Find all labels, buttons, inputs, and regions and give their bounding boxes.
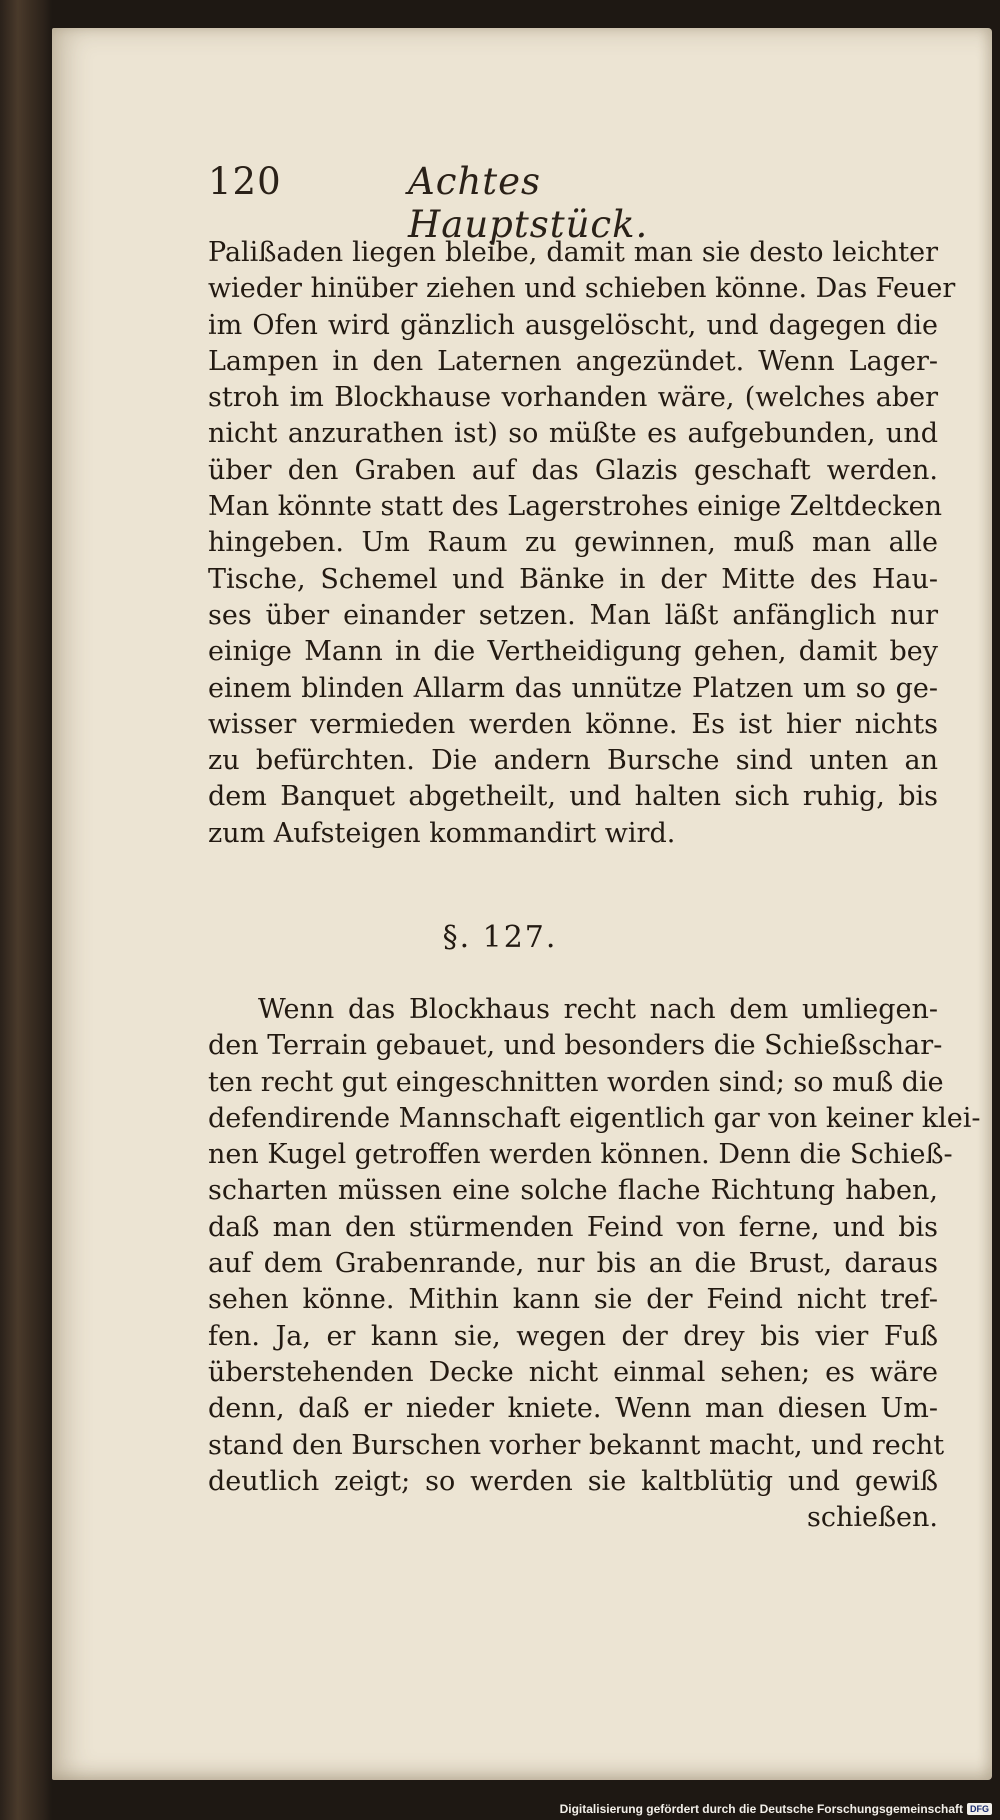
text-line: dem Banquet abgetheilt, und halten sich ruhig, bis: [208, 781, 938, 813]
text-line: nen Kugel getroffen werden können. Denn die Schieß-: [208, 1139, 953, 1171]
paragraph-1: [208, 235, 956, 852]
text-line: über den Graben auf das Glazis geschaft werden.: [208, 454, 938, 486]
text-line: hingeben. Um Raum zu gewinnen, muß man alle: [208, 527, 938, 559]
text-line: im Ofen wird gänzlich ausgelöscht, und dagegen die: [208, 309, 938, 341]
text-line: stroh im Blockhause vorhanden wäre, (welches aber: [208, 382, 938, 414]
text-line: zum Aufsteigen kommandirt wird.: [208, 817, 676, 849]
running-title: Achtes Hauptstück.: [408, 160, 649, 246]
section-heading: §. 127.: [442, 920, 558, 955]
paragraph-2: [208, 992, 981, 1536]
text-line: wieder hinüber ziehen und schieben könne. Das Feuer: [208, 273, 956, 305]
digitization-credit: [560, 1802, 992, 1816]
dfg-logo-icon: DFG: [967, 1803, 992, 1815]
text-line: Wenn das Blockhaus recht nach dem umliegen-: [258, 994, 938, 1025]
text-line: Man könnte statt des Lagerstrohes einige Zeltdecken: [208, 491, 942, 523]
text-line: denn, daß er nieder kniete. Wenn man diesen Um-: [208, 1393, 938, 1425]
text-line: Tische, Schemel und Bänke in der Mitte des Hau-: [208, 563, 938, 595]
text-line: deutlich zeigt; so werden sie kaltblütig und gewiß: [208, 1465, 938, 1497]
text-line: ses über einander setzen. Man läßt anfänglich nur: [208, 599, 938, 631]
text-line: den Terrain gebauet, und besonders die Schießschar-: [208, 1030, 943, 1062]
text-line: defendirende Mannschaft eigentlich gar von keiner klei-: [208, 1102, 981, 1134]
text-line: einige Mann in die Vertheidigung gehen, damit bey: [208, 636, 938, 668]
text-line: auf dem Grabenrande, nur bis an die Brust, daraus: [208, 1248, 938, 1280]
text-line: zu befürchten. Die andern Bursche sind unten an: [208, 745, 938, 777]
page-header: [208, 160, 768, 246]
text-line: Palißaden liegen bleibe, damit man sie desto leichter: [208, 237, 938, 268]
text-line: daß man den stürmenden Feind von ferne, und bis: [208, 1211, 938, 1243]
page-number: 120: [208, 160, 282, 203]
text-line: schießen.: [807, 1502, 938, 1534]
text-line: scharten müssen eine solche flache Richtung haben,: [208, 1175, 938, 1207]
text-line: stand den Burschen vorher bekannt macht, und recht: [208, 1429, 945, 1461]
text-line: ten recht gut eingeschnitten worden sind; so muß die: [208, 1066, 944, 1098]
text-line: fen. Ja, er kann sie, wegen der drey bis vier Fuß: [208, 1320, 938, 1352]
text-line: wisser vermieden werden könne. Es ist hier nichts: [208, 708, 938, 740]
text-line: einem blinden Allarm das unnütze Platzen um so ge-: [208, 672, 938, 704]
text-line: überstehenden Decke nicht einmal sehen; es wäre: [208, 1356, 938, 1388]
credit-text: Digitalisierung gefördert durch die Deutsche Forschungsgemeinschaft: [559, 1802, 963, 1816]
text-line: Lampen in den Laternen angezündet. Wenn Lager-: [208, 345, 938, 377]
text-line: nicht anzurathen ist) so müßte es aufgebunden, und: [208, 418, 938, 450]
text-line: sehen könne. Mithin kann sie der Feind nicht tref-: [208, 1284, 938, 1316]
